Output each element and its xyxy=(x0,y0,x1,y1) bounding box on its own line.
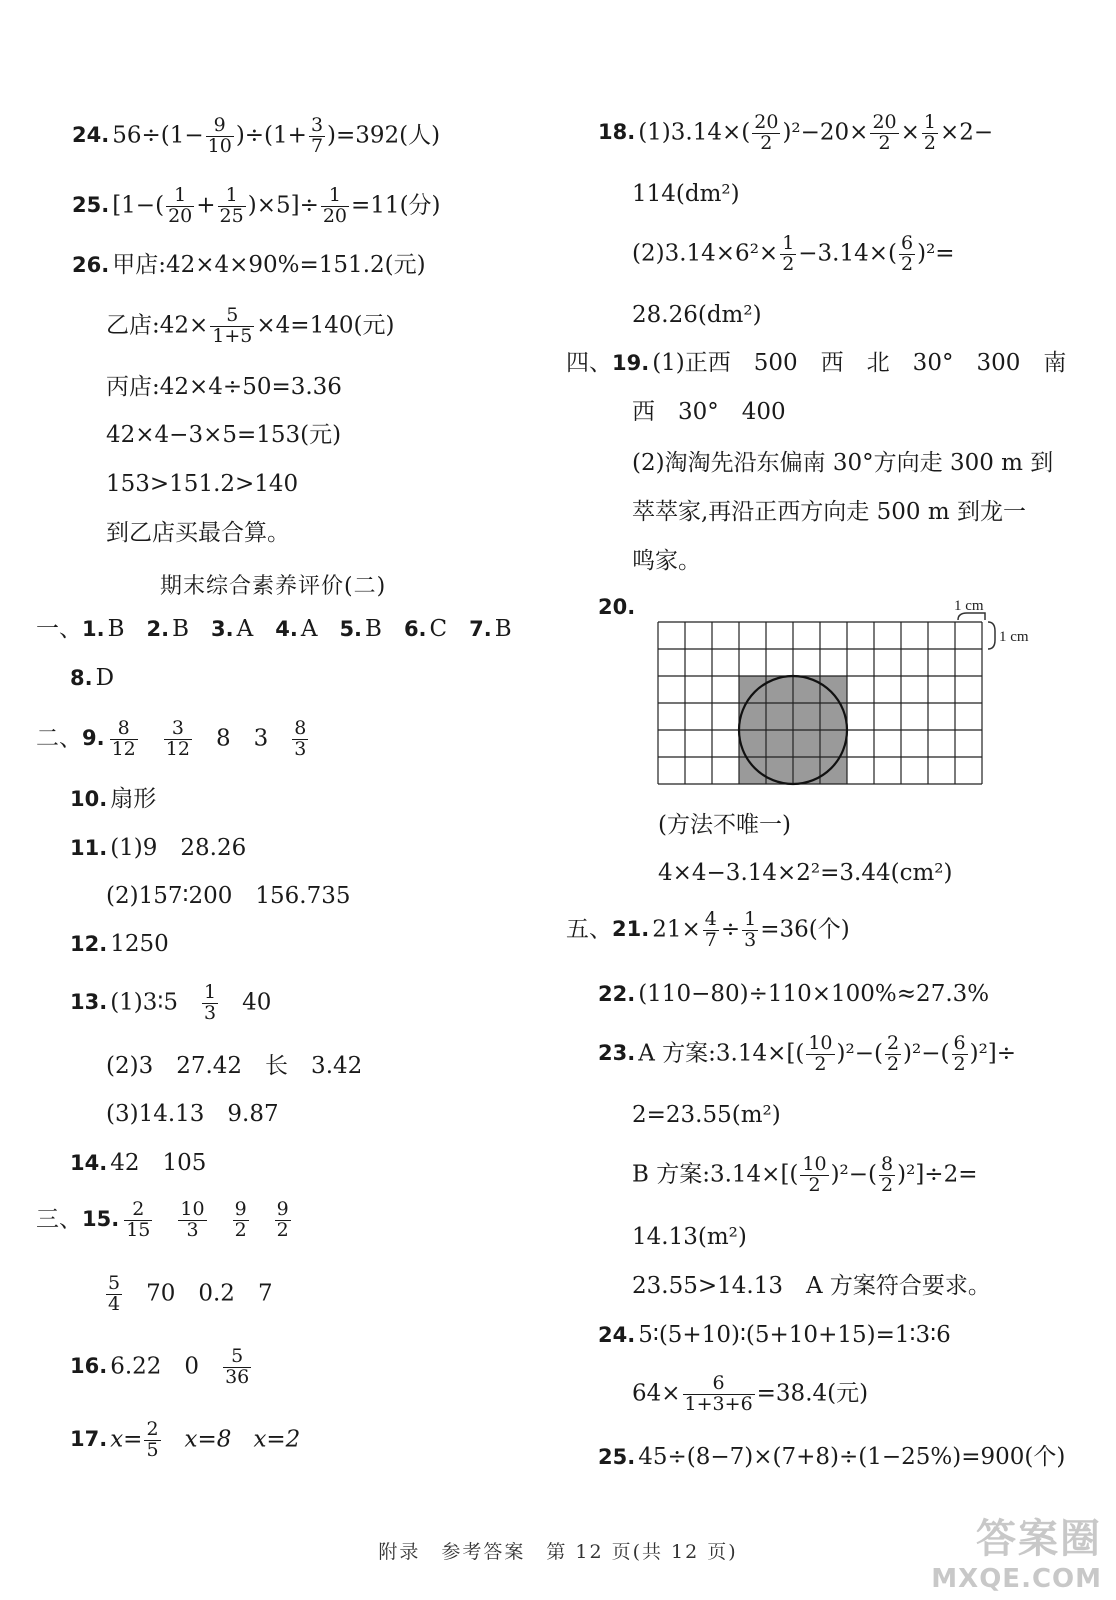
unit-label-vertical: 1 cm xyxy=(999,629,1029,645)
part2-q14: 14. 42 105 xyxy=(70,1150,207,1176)
l-q26-line3: 丙店:42×4÷50=3.36 xyxy=(106,374,342,400)
l-q26-line1: 26. 甲店:42×4×90%=151.2(元) xyxy=(72,252,426,278)
fraction: $\frac{1}{25}$ xyxy=(219,184,244,227)
part2-q13b: (2)3 27.42 长 3.42 xyxy=(106,1053,363,1079)
fraction: $\frac{1}{20}$ xyxy=(322,184,348,227)
part5-q25: 25. 45÷(8−7)×(7+8)÷(1−25%)=900(个) xyxy=(598,1444,1066,1470)
fraction: $\frac{5}{36}$ xyxy=(225,1345,250,1388)
l-q26-line4: 42×4−3×5=153(元) xyxy=(106,422,342,448)
part4-q20-note: (方法不唯一) xyxy=(658,812,791,838)
fraction: $\frac{6}{2}$ xyxy=(953,1032,966,1075)
fraction: $\frac{1}{2}$ xyxy=(782,232,795,275)
fraction: $\frac{3}{7}$ xyxy=(310,114,324,157)
part4-q19-line1: 四、19. (1)正西 500 西 北 30° 300 南 xyxy=(566,350,1067,376)
part2-q11a: 11. (1)9 28.26 xyxy=(70,835,247,861)
part5-q24-line1: 24. 5∶(5+10)∶(5+10+15)=1∶3∶6 xyxy=(598,1322,951,1348)
part2-q9: 二、9. $\frac{8}{12}$ $\frac{3}{12}$ 8 3 $\frac{8}{3}$ xyxy=(36,717,307,760)
fraction: $\frac{10}{2}$ xyxy=(808,1032,833,1075)
fraction: $\frac{4}{7}$ xyxy=(704,908,717,951)
fraction: $\frac{6}{2}$ xyxy=(901,232,914,275)
part4-q19-line5: 鸣家。 xyxy=(632,548,701,574)
part2-q12: 12. 1250 xyxy=(70,931,169,957)
part5-q23-line1: 23. A 方案:3.14×[( $\frac{10}{2}$ )²−( $\frac{2}{2}$ )²−( $\frac{6}{2}$ )²]÷ xyxy=(598,1032,1017,1075)
fraction: $\frac{2}{5}$ xyxy=(146,1418,159,1461)
watermark xyxy=(931,1507,1102,1594)
r-q18-line1: 18. (1)3.14×( $\frac{20}{2}$ )²−20× $\frac{20}{2}$ × $\frac{1}{2}$ ×2− xyxy=(598,111,994,154)
fraction: $\frac{3}{12}$ xyxy=(165,717,190,760)
unit-label-horizontal: 1 cm xyxy=(954,598,984,614)
fraction: $\frac{9}{10}$ xyxy=(207,114,232,157)
fraction: $\frac{1}{3}$ xyxy=(204,981,217,1024)
l-q26-line6: 到乙店买最合算。 xyxy=(106,520,290,546)
part5-q21: 五、21. 21× $\frac{4}{7}$ ÷ $\frac{1}{3}$ =36(个) xyxy=(566,908,850,951)
part5-q23-line4: 14.13(m²) xyxy=(632,1224,747,1250)
fraction: $\frac{5}{4}$ xyxy=(108,1272,121,1315)
grid-lines xyxy=(658,622,982,784)
r-q18-line3: (2)3.14×6²× $\frac{1}{2}$ −3.14×( $\frac{6}{2}$ )²= xyxy=(632,232,955,275)
watermark-url: MXQE.COM xyxy=(931,1564,1102,1594)
grid-figure xyxy=(652,596,1042,786)
fraction: $\frac{1}{20}$ xyxy=(168,184,193,227)
fraction: $\frac{1}{3}$ xyxy=(744,908,757,951)
fraction: $\frac{5}{1+5}$ xyxy=(212,304,253,347)
part2-q13c: (3)14.13 9.87 xyxy=(106,1101,279,1127)
l-q24: 24. 56÷(1− $\frac{9}{10}$ )÷(1+ $\frac{3}{7}$ )=392(人) xyxy=(72,114,441,157)
r-q18-line4: 28.26(dm²) xyxy=(632,302,762,328)
part2-q13a: 13. (1)3∶5 $\frac{1}{3}$ 40 xyxy=(70,981,272,1024)
part5-q23-line2: 2=23.55(m²) xyxy=(632,1102,781,1128)
part5-q23-line3: B 方案:3.14×[( $\frac{10}{2}$ )²−( $\frac{8}{2}$ )²]÷2= xyxy=(632,1153,978,1196)
section-title: 期末综合素养评价(二) xyxy=(160,574,387,599)
unit-bracket-horizontal xyxy=(958,613,985,620)
fraction: $\frac{1}{2}$ xyxy=(923,111,937,154)
watermark-logo-text: 答案圈 xyxy=(976,1516,1102,1562)
part5-q24-line2: 64× $\frac{6}{1+3+6}$ =38.4(元) xyxy=(632,1372,869,1415)
part3-q15b: $\frac{5}{4}$ 70 0.2 7 xyxy=(108,1272,273,1315)
fraction: $\frac{2}{2}$ xyxy=(886,1032,900,1075)
unit-bracket-vertical xyxy=(988,622,995,649)
fraction: $\frac{6}{1+3+6}$ xyxy=(684,1372,753,1415)
part4-q19-line3: (2)淘淘先沿东偏南 30°方向走 300 m 到 xyxy=(632,450,1054,476)
fraction: $\frac{8}{3}$ xyxy=(294,717,307,760)
fraction: $\frac{20}{2}$ xyxy=(754,111,779,154)
fraction: $\frac{9}{2}$ xyxy=(276,1198,289,1241)
fraction: $\frac{10}{3}$ xyxy=(180,1198,205,1241)
page-footer: 附录 参考答案 第 12 页(共 12 页) xyxy=(378,1541,738,1563)
part2-q11b: (2)157∶200 156.735 xyxy=(106,883,351,909)
part4-q19-line2: 西 30° 400 xyxy=(632,399,786,425)
part5-q23-line5: 23.55>14.13 A 方案符合要求。 xyxy=(632,1273,991,1299)
l-q26-line5: 153>151.2>140 xyxy=(106,471,299,497)
part3-q16: 16. 6.22 0 $\frac{5}{36}$ xyxy=(70,1345,250,1388)
fraction: $\frac{2}{15}$ xyxy=(126,1198,151,1241)
part3-q15a: 三、15. $\frac{2}{15}$ $\frac{10}{3}$ $\frac{9}{2}$ $\frac{9}{2}$ xyxy=(36,1198,289,1241)
fraction: $\frac{8}{2}$ xyxy=(881,1153,894,1196)
part4-q20-calc: 4×4−3.14×2²=3.44(cm²) xyxy=(658,860,953,886)
part4-q20-num: 20. xyxy=(598,595,636,619)
part5-q22: 22. (110−80)÷110×100%≈27.3% xyxy=(598,981,990,1007)
part4-q19-line4: 萃萃家,再沿正西方向走 500 m 到龙一 xyxy=(632,499,1026,525)
part1-line1: 一、1. B 2. B 3. A 4. A 5. B 6. C 7. B xyxy=(36,616,512,642)
fraction: $\frac{10}{2}$ xyxy=(802,1153,827,1196)
fraction: $\frac{20}{2}$ xyxy=(872,111,897,154)
l-q26-line2: 乙店:42× $\frac{5}{1+5}$ ×4=140(元) xyxy=(106,304,395,347)
part1-q8: 8. D xyxy=(70,665,115,691)
part3-q17: 17. x= $\frac{2}{5}$ x=8 x=2 xyxy=(70,1418,301,1461)
fraction: $\frac{8}{12}$ xyxy=(111,717,136,760)
l-q25: 25. [1−( $\frac{1}{20}$ + $\frac{1}{25}$ )×5]÷ $\frac{1}{20}$ =11(分) xyxy=(72,184,441,227)
fraction: $\frac{9}{2}$ xyxy=(234,1198,247,1241)
r-q18-line2: 114(dm²) xyxy=(632,181,740,207)
part2-q10: 10. 扇形 xyxy=(70,786,157,812)
